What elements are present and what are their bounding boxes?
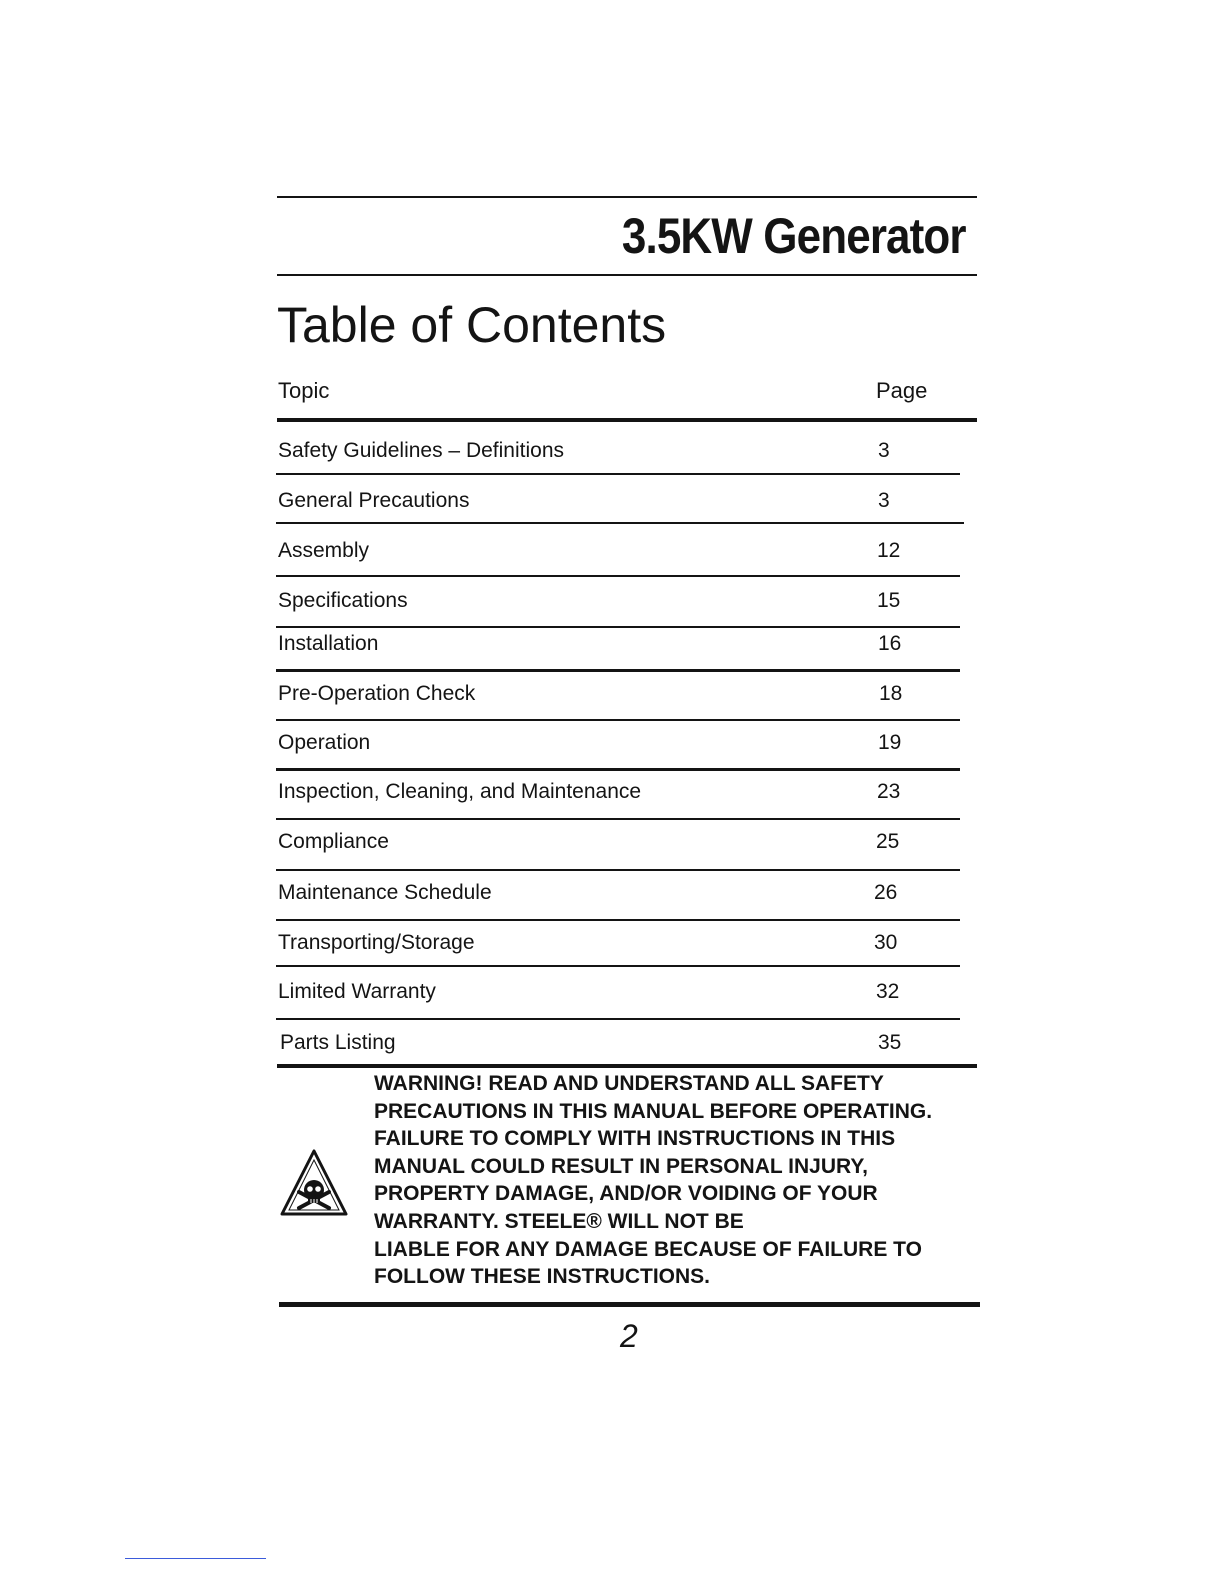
title-underline-rule xyxy=(277,274,977,276)
toc-page-number: 32 xyxy=(876,980,900,1003)
warning-line: LIABLE FOR ANY DAMAGE BECAUSE OF FAILURE TO xyxy=(374,1237,922,1261)
toc-row[interactable] xyxy=(276,980,966,1020)
toc-topic: General Precautions xyxy=(278,489,470,512)
toc-topic: Limited Warranty xyxy=(278,980,436,1003)
warning-line: WARRANTY. STEELE® WILL NOT BE xyxy=(374,1209,744,1233)
toc-row[interactable] xyxy=(276,539,966,579)
warning-bottom-rule xyxy=(279,1302,980,1307)
product-title: 3.5KW Generator xyxy=(622,208,966,264)
warning-line: PRECAUTIONS IN THIS MANUAL BEFORE OPERATING. xyxy=(374,1099,933,1123)
skull-crossbones-warning-icon xyxy=(279,1148,349,1218)
table-bottom-thick-rule xyxy=(277,1064,977,1068)
toc-row[interactable] xyxy=(276,632,966,672)
row-divider xyxy=(276,522,964,524)
row-divider xyxy=(276,1018,960,1020)
toc-page-number: 3 xyxy=(878,489,890,512)
toc-topic: Specifications xyxy=(278,589,408,612)
table-of-contents-heading: Table of Contents xyxy=(277,297,667,353)
toc-page-number: 16 xyxy=(878,632,902,655)
toc-page-number: 26 xyxy=(874,881,898,904)
toc-topic: Operation xyxy=(278,731,371,754)
toc-page-number: 3 xyxy=(878,439,890,462)
row-divider xyxy=(276,818,960,820)
toc-topic: Maintenance Schedule xyxy=(278,881,492,904)
row-divider xyxy=(276,669,960,672)
row-divider xyxy=(276,965,960,967)
column-header-page: Page xyxy=(876,378,928,403)
toc-row[interactable] xyxy=(276,589,966,629)
column-header-topic: Topic xyxy=(278,378,330,403)
row-divider xyxy=(276,473,960,475)
warning-line: WARNING! READ AND UNDERSTAND ALL SAFETY xyxy=(374,1072,884,1095)
page-number: 2 xyxy=(620,1318,638,1354)
toc-topic: Parts Listing xyxy=(280,1031,396,1054)
toc-topic: Inspection, Cleaning, and Maintenance xyxy=(278,780,642,803)
toc-page-number: 25 xyxy=(876,830,900,853)
warning-line: PROPERTY DAMAGE, AND/OR VOIDING OF YOUR xyxy=(374,1182,878,1206)
toc-page-number: 12 xyxy=(877,539,901,562)
toc-row[interactable] xyxy=(276,881,966,921)
row-divider xyxy=(276,919,960,921)
toc-topic: Assembly xyxy=(278,539,370,562)
row-divider xyxy=(276,626,960,628)
toc-page-number: 15 xyxy=(877,589,901,612)
toc-topic: Installation xyxy=(278,632,379,655)
header-thick-rule xyxy=(277,418,977,422)
warning-line: FAILURE TO COMPLY WITH INSTRUCTIONS IN THIS xyxy=(374,1127,896,1151)
toc-row[interactable] xyxy=(276,731,966,771)
toc-page-number: 18 xyxy=(879,682,903,705)
row-divider xyxy=(276,768,960,771)
warning-line: MANUAL COULD RESULT IN PERSONAL INJURY, xyxy=(374,1154,868,1178)
toc-topic: Safety Guidelines – Definitions xyxy=(278,439,564,462)
row-divider xyxy=(276,575,960,577)
toc-topic: Transporting/Storage xyxy=(278,931,475,954)
safety-warning-text xyxy=(374,1070,974,1291)
toc-topic: Compliance xyxy=(278,830,389,853)
toc-row[interactable] xyxy=(276,830,966,870)
toc-row[interactable] xyxy=(276,682,966,722)
top-rule xyxy=(277,196,977,198)
toc-page-number: 30 xyxy=(874,931,898,954)
row-divider xyxy=(276,719,960,721)
toc-page-number: 23 xyxy=(877,780,901,803)
toc-topic: Pre-Operation Check xyxy=(278,682,476,705)
row-divider xyxy=(276,869,960,871)
toc-page-number: 19 xyxy=(878,731,902,754)
warning-line: FOLLOW THESE INSTRUCTIONS. xyxy=(374,1265,710,1289)
footnote-separator-line xyxy=(125,1558,266,1559)
toc-page-number: 35 xyxy=(878,1031,902,1054)
toc-row[interactable] xyxy=(276,780,966,820)
